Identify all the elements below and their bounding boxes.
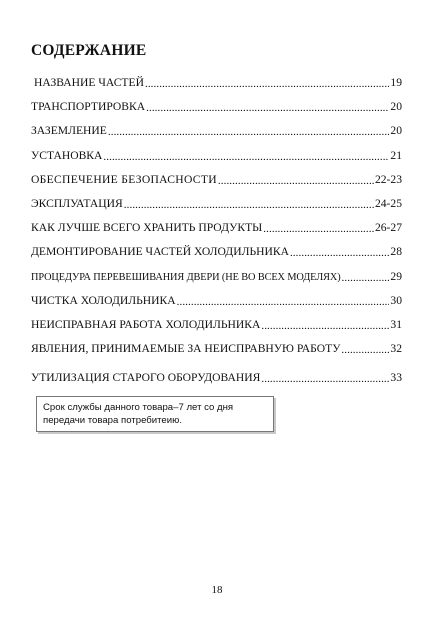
- toc-item-false-malfunction: [31, 342, 402, 366]
- toc-item-label: НЕИСПРАВНАЯ РАБОТА ХОЛОДИЛЬНИКА: [31, 317, 261, 331]
- toc-item-label: ОБЕСПЕЧЕНИЕ БЕЗОПАСНОСТИ: [31, 172, 217, 186]
- toc-item-door-reversal: [31, 270, 402, 294]
- toc-item-pages: 32: [390, 342, 402, 356]
- toc-item-label: ПРОЦЕДУРА ПЕРЕВЕШИВАНИЯ ДВЕРИ (НЕ ВО ВСЕХ МОДЕЛЯХ): [31, 271, 341, 283]
- toc-item-label: УСТАНОВКА: [31, 148, 103, 162]
- toc-item-pages: 24-25: [374, 196, 402, 210]
- toc-leader-dots: [290, 246, 389, 258]
- toc-item-label: ЭКСПЛУАТАЦИЯ: [31, 196, 123, 210]
- toc-leader-dots: [146, 101, 389, 113]
- toc-leader-dots: [263, 222, 374, 234]
- toc-leader-dots: [218, 174, 374, 186]
- toc-item-label: УТИЛИЗАЦИЯ СТАРОГО ОБОРУДОВАНИЯ: [31, 371, 261, 385]
- toc-leader-dots: [124, 198, 374, 210]
- page-number: 18: [211, 584, 223, 596]
- toc-item-pages: 29: [390, 269, 402, 283]
- toc-item-pages: 19: [390, 76, 402, 89]
- toc-item-pages: 20: [390, 124, 402, 138]
- toc-item-label: ЧИСТКА ХОЛОДИЛЬНИКА: [31, 293, 176, 307]
- toc-leader-dots: [108, 125, 390, 137]
- toc-item-transportation: [31, 100, 402, 124]
- toc-item-operation: [31, 197, 402, 221]
- service-life-notice: [36, 396, 274, 432]
- notice-line: Срок службы данного товара–7 лет со дня: [43, 402, 234, 413]
- toc-leader-dots: [261, 319, 389, 331]
- toc-item-pages: 21: [390, 148, 402, 162]
- toc-item-pages: 30: [390, 293, 402, 307]
- toc-item-label: ДЕМОНТИРОВАНИЕ ЧАСТЕЙ ХОЛОДИЛЬНИКА: [31, 245, 289, 259]
- toc-leader-dots: [177, 295, 390, 307]
- toc-item-pages: 22-23: [374, 172, 402, 186]
- toc-leader-dots: [261, 372, 389, 384]
- toc-item-cleaning: [31, 294, 402, 318]
- toc-leader-dots: [342, 271, 390, 283]
- table-of-contents: [31, 76, 402, 395]
- toc-item-part-names: [31, 76, 402, 100]
- toc-leader-dots: [145, 77, 389, 89]
- toc-item-pages: 28: [390, 245, 402, 259]
- toc-leader-dots: [341, 343, 389, 355]
- toc-item-pages: 33: [390, 371, 402, 385]
- toc-item-label: ЗАЗЕМЛЕНИЕ: [31, 124, 107, 138]
- toc-item-installation: [31, 149, 402, 173]
- toc-item-pages: 31: [390, 317, 402, 331]
- toc-item-malfunction: [31, 318, 402, 342]
- toc-item-safety: [31, 173, 402, 197]
- toc-item-disposal: [31, 371, 402, 395]
- toc-leader-dots: [103, 150, 389, 162]
- toc-item-dismantling-parts: [31, 245, 402, 269]
- toc-item-grounding: [31, 124, 402, 148]
- toc-item-food-storage: [31, 221, 402, 245]
- toc-item-label: НАЗВАНИЕ ЧАСТЕЙ: [34, 76, 144, 89]
- page-title: СОДЕРЖАНИЕ: [31, 42, 147, 59]
- toc-item-label: ТРАНСПОРТИРОВКА: [31, 100, 146, 114]
- toc-item-label: КАК ЛУЧШЕ ВСЕГО ХРАНИТЬ ПРОДУКТЫ: [31, 221, 263, 235]
- notice-line: передачи товара потребитеию.: [43, 414, 182, 426]
- toc-item-pages: 26-27: [374, 221, 402, 235]
- toc-item-label: ЯВЛЕНИЯ, ПРИНИМАЕМЫЕ ЗА НЕИСПРАВНУЮ РАБОТУ: [31, 342, 341, 356]
- toc-item-pages: 20: [390, 100, 402, 114]
